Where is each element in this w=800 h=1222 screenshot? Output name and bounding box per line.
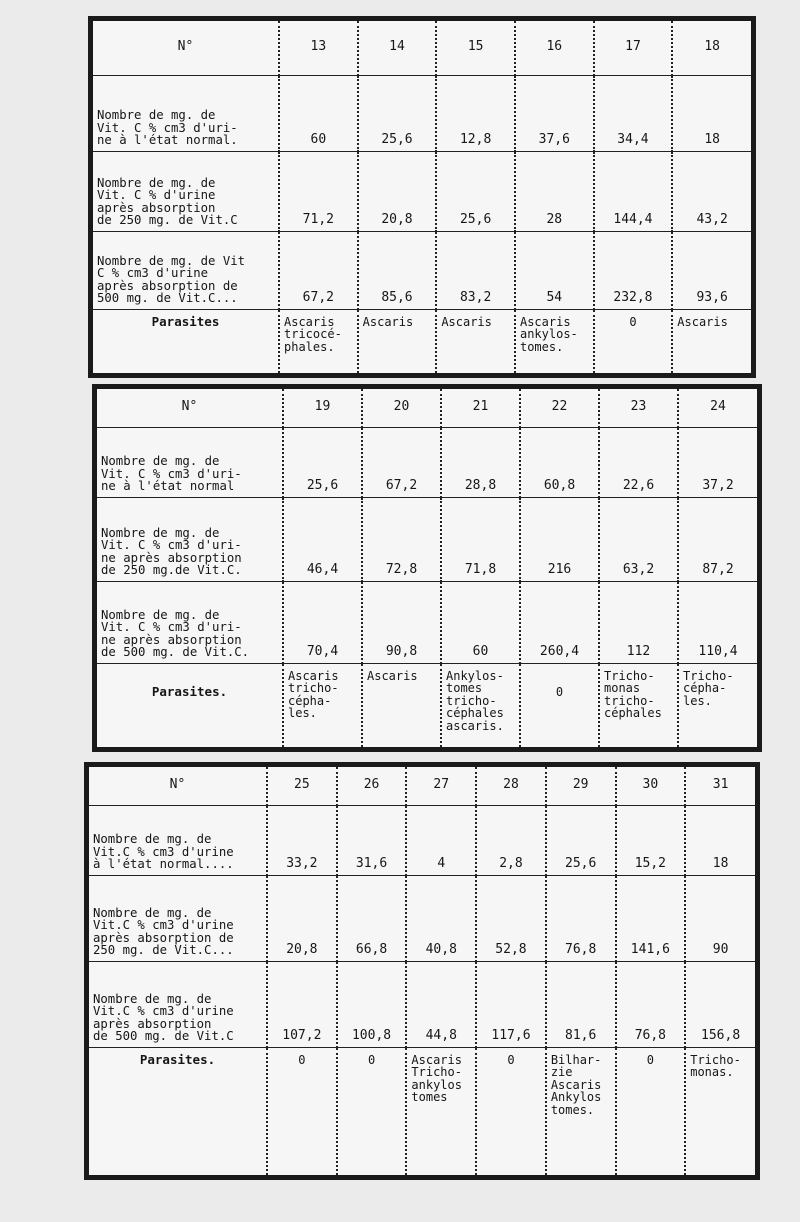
value-cell: 43,2 — [672, 151, 751, 231]
value-cell: 60,8 — [520, 427, 599, 497]
parasite-cell: 0 — [594, 309, 673, 373]
table-2-grid — [97, 389, 757, 747]
patient-number: 24 — [678, 389, 757, 427]
normal-row — [93, 75, 751, 151]
after250-row — [97, 497, 757, 581]
after250-row — [89, 875, 755, 961]
value-cell: 85,6 — [358, 231, 437, 309]
value-cell: 71,2 — [279, 151, 358, 231]
value-cell: 4 — [406, 805, 476, 875]
parasite-cell: Tricho- monas. — [685, 1047, 755, 1175]
parasites-row — [89, 1047, 755, 1175]
patient-number: 30 — [616, 767, 686, 805]
parasite-cell: Tricho- monas tricho- céphales — [599, 663, 678, 747]
value-cell: 112 — [599, 581, 678, 663]
value-cell: 70,4 — [283, 581, 362, 663]
value-cell: 52,8 — [476, 875, 546, 961]
table-3 — [84, 762, 760, 1180]
patient-number: 31 — [685, 767, 755, 805]
value-cell: 260,4 — [520, 581, 599, 663]
value-cell: 25,6 — [283, 427, 362, 497]
patient-number: 17 — [594, 21, 673, 75]
normal-row — [97, 427, 757, 497]
patient-number: 19 — [283, 389, 362, 427]
value-cell: 28 — [515, 151, 594, 231]
value-cell: 25,6 — [436, 151, 515, 231]
value-cell: 117,6 — [476, 961, 546, 1047]
value-cell: 93,6 — [672, 231, 751, 309]
value-cell: 71,8 — [441, 497, 520, 581]
value-cell: 46,4 — [283, 497, 362, 581]
parasite-cell: Ascaris — [672, 309, 751, 373]
no-label: N° — [93, 21, 279, 75]
value-cell: 144,4 — [594, 151, 673, 231]
value-cell: 60 — [279, 75, 358, 151]
value-cell: 2,8 — [476, 805, 546, 875]
value-cell: 37,6 — [515, 75, 594, 151]
patient-number: 29 — [546, 767, 616, 805]
value-cell: 100,8 — [337, 961, 407, 1047]
parasite-cell: Ascaris tricho- cépha- les. — [283, 663, 362, 747]
parasite-cell: Ascaris ankylos- tomes. — [515, 309, 594, 373]
value-cell: 25,6 — [546, 805, 616, 875]
patient-number: 21 — [441, 389, 520, 427]
value-cell: 87,2 — [678, 497, 757, 581]
value-cell: 40,8 — [406, 875, 476, 961]
patient-number: 28 — [476, 767, 546, 805]
after500-row — [97, 581, 757, 663]
parasites-row — [97, 663, 757, 747]
patient-number: 15 — [436, 21, 515, 75]
value-cell: 22,6 — [599, 427, 678, 497]
row-label-normal: Nombre de mg. de Vit.C % cm3 d'urine à l'état normal.... — [89, 805, 267, 875]
parasite-cell: 0 — [476, 1047, 546, 1175]
value-cell: 76,8 — [616, 961, 686, 1047]
parasite-cell: 0 — [337, 1047, 407, 1175]
patient-number: 25 — [267, 767, 337, 805]
value-cell: 54 — [515, 231, 594, 309]
parasite-cell: Ankylos- tomes tricho- céphales ascaris. — [441, 663, 520, 747]
value-cell: 20,8 — [358, 151, 437, 231]
normal-row — [89, 805, 755, 875]
patient-number: 26 — [337, 767, 407, 805]
row-label-after250: Nombre de mg. de Vit.C % cm3 d'urine après absorption de 250 mg. de Vit.C... — [89, 875, 267, 961]
patient-number: 23 — [599, 389, 678, 427]
parasite-cell: Tricho- cépha- les. — [678, 663, 757, 747]
value-cell: 44,8 — [406, 961, 476, 1047]
patient-number: 13 — [279, 21, 358, 75]
row-label-normal: Nombre de mg. de Vit. C % cm3 d'uri- ne à l'état normal — [97, 427, 283, 497]
no-label: N° — [89, 767, 267, 805]
value-cell: 72,8 — [362, 497, 441, 581]
value-cell: 63,2 — [599, 497, 678, 581]
after500-row — [89, 961, 755, 1047]
patient-number: 18 — [672, 21, 751, 75]
value-cell: 20,8 — [267, 875, 337, 961]
value-cell: 81,6 — [546, 961, 616, 1047]
row-label-parasites: Parasites. — [151, 683, 228, 699]
value-cell: 12,8 — [436, 75, 515, 151]
row-label-after500: Nombre de mg. de Vit. C % cm3 d'uri- ne après absorption de 500 mg. de Vit.C. — [97, 581, 283, 663]
patient-number: 22 — [520, 389, 599, 427]
parasites-row — [93, 309, 751, 373]
value-cell: 37,2 — [678, 427, 757, 497]
header-row — [93, 21, 751, 75]
value-cell: 31,6 — [337, 805, 407, 875]
row-label-normal: Nombre de mg. de Vit. C % cm3 d'uri- ne à l'état normal. — [93, 75, 279, 151]
parasite-cell: 0 — [616, 1047, 686, 1175]
value-cell: 83,2 — [436, 231, 515, 309]
value-cell: 18 — [672, 75, 751, 151]
parasite-cell: Ascaris — [362, 663, 441, 747]
value-cell: 28,8 — [441, 427, 520, 497]
value-cell: 34,4 — [594, 75, 673, 151]
parasite-cell: Ascaris — [436, 309, 515, 373]
value-cell: 216 — [520, 497, 599, 581]
value-cell: 60 — [441, 581, 520, 663]
patient-number: 27 — [406, 767, 476, 805]
row-label-after500: Nombre de mg. de Vit.C % cm3 d'urine après absorption de 500 mg. de Vit.C — [89, 961, 267, 1047]
value-cell: 90,8 — [362, 581, 441, 663]
value-cell: 18 — [685, 805, 755, 875]
value-cell: 90 — [685, 875, 755, 961]
parasite-cell: 0 — [520, 663, 599, 747]
after250-row — [93, 151, 751, 231]
row-label-after250: Nombre de mg. de Vit. C % cm3 d'uri- ne après absorption de 250 mg.de Vit.C. — [97, 497, 283, 581]
row-label-parasites: Parasites. — [139, 1051, 216, 1067]
patient-number: 16 — [515, 21, 594, 75]
row-label-after250: Nombre de mg. de Vit. C % d'urine après absorption de 250 mg. de Vit.C — [93, 151, 279, 231]
value-cell: 15,2 — [616, 805, 686, 875]
table-3-grid — [89, 767, 755, 1175]
table-1-grid — [93, 21, 751, 373]
table-1 — [88, 16, 756, 378]
value-cell: 107,2 — [267, 961, 337, 1047]
value-cell: 76,8 — [546, 875, 616, 961]
parasite-cell: Ascaris tricocé- phales. — [279, 309, 358, 373]
parasite-cell: Bilhar- zie Ascaris Ankylos tomes. — [546, 1047, 616, 1175]
patient-number: 14 — [358, 21, 437, 75]
parasite-cell: Ascaris — [358, 309, 437, 373]
value-cell: 232,8 — [594, 231, 673, 309]
value-cell: 67,2 — [362, 427, 441, 497]
value-cell: 67,2 — [279, 231, 358, 309]
parasite-cell: Ascaris Tricho- ankylos tomes — [406, 1047, 476, 1175]
no-label: N° — [97, 389, 283, 427]
value-cell: 141,6 — [616, 875, 686, 961]
value-cell: 66,8 — [337, 875, 407, 961]
after500-row — [93, 231, 751, 309]
value-cell: 33,2 — [267, 805, 337, 875]
header-row — [89, 767, 755, 805]
header-row — [97, 389, 757, 427]
value-cell: 156,8 — [685, 961, 755, 1047]
parasite-cell: 0 — [267, 1047, 337, 1175]
row-label-parasites: Parasites — [151, 313, 220, 329]
row-label-after500: Nombre de mg. de Vit C % cm3 d'urine après absorption de 500 mg. de Vit.C... — [93, 231, 279, 309]
value-cell: 110,4 — [678, 581, 757, 663]
value-cell: 25,6 — [358, 75, 437, 151]
patient-number: 20 — [362, 389, 441, 427]
table-2 — [92, 384, 762, 752]
